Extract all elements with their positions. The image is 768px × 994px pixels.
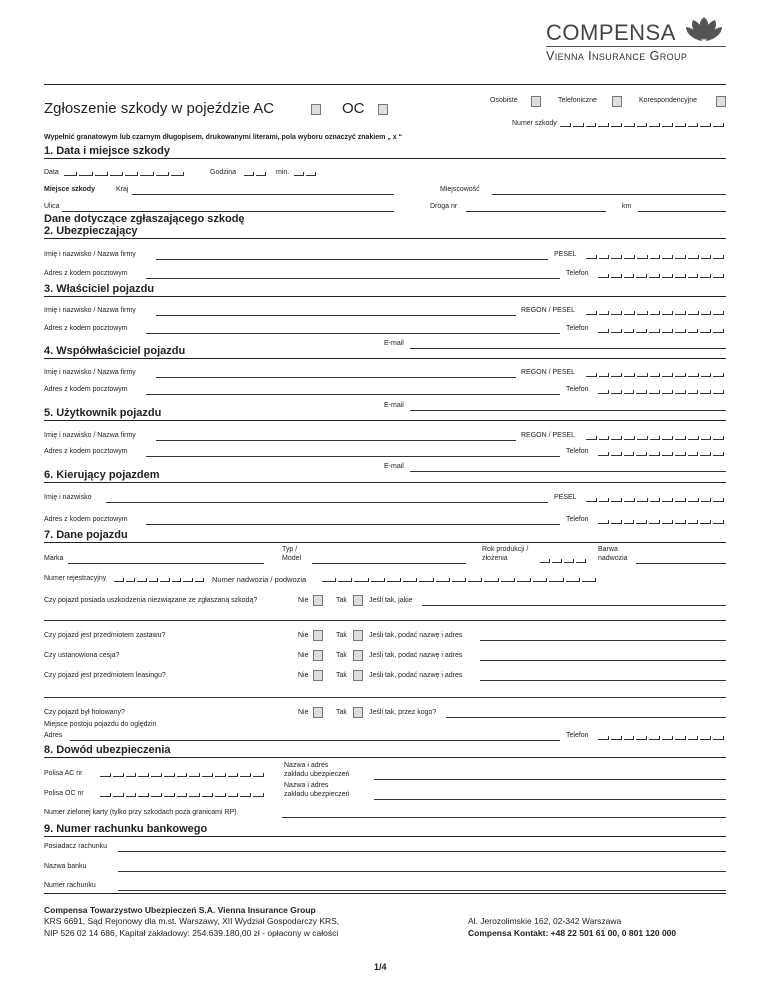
form-title: Zgłoszenie szkody w pojeździe AC — [44, 100, 275, 117]
q1-yes-checkbox[interactable] — [353, 595, 363, 606]
s5-phone-label: Telefon — [566, 448, 589, 455]
km-label: km — [622, 203, 632, 210]
s6-pesel-field[interactable] — [586, 498, 726, 502]
s4-name-field[interactable] — [156, 377, 516, 378]
road-label: Droga nr — [430, 203, 458, 210]
s6-pesel-label: PESEL — [554, 494, 577, 501]
color-label-b: nadwozia — [598, 555, 628, 562]
brand-logo — [546, 16, 726, 68]
contact-osobiste-checkbox[interactable] — [531, 96, 541, 107]
q1-follow-field-2[interactable] — [44, 620, 726, 621]
minute-label: min. — [276, 169, 290, 176]
registration-label: Numer rejestracyjny — [44, 575, 107, 582]
q5-yes-checkbox[interactable] — [353, 707, 363, 718]
s5-name-label: Imię i nazwisko / Nazwa firmy — [44, 432, 136, 439]
q1-follow-label: Jeśli tak, jakie — [369, 597, 413, 604]
section-7-heading: 7. Dane pojazdu — [44, 529, 128, 541]
s6-phone-field[interactable] — [598, 520, 726, 524]
parking-phone-label: Telefon — [566, 732, 589, 739]
year-field[interactable] — [540, 559, 588, 563]
account-holder-label: Posiadacz rachunku — [44, 843, 108, 850]
claim-number-label: Numer szkody — [512, 120, 557, 127]
account-number-field[interactable] — [118, 890, 726, 891]
registration-field[interactable] — [114, 578, 206, 582]
s4-name-label: Imię i nazwisko / Nazwa firmy — [44, 369, 136, 376]
footer-nip: NIP 526 02 14 686, Kapitał zakładowy: 254.639.180,00 zł - opłacony w całości — [44, 928, 339, 938]
footer-krs: KRS 6691, Sąd Rejonowy dla m.st. Warszawy, XII Wydział Gospodarczy KRS, — [44, 916, 340, 926]
q1-no-label: Nie — [298, 597, 309, 604]
brand-tagline: Vienna Insurance Group — [546, 49, 688, 63]
reporter-heading: Dane dotyczące zgłaszającego szkodę — [44, 213, 245, 225]
s4-address-label: Adres z kodem pocztowym — [44, 386, 128, 393]
parking-label: Miejsce postoju pojazdu do oględzin — [44, 721, 157, 728]
policy-ac-field[interactable] — [100, 773, 266, 777]
street-field[interactable] — [62, 211, 394, 212]
s6-address-field[interactable] — [146, 524, 560, 525]
q4-label: Czy pojazd jest przedmiotem leasingu? — [44, 672, 166, 679]
insurer-oc-label-a: Nazwa i adres — [284, 782, 329, 789]
color-label-a: Barwa — [598, 546, 618, 553]
street-label: Ulica — [44, 203, 60, 210]
s5-email-field[interactable] — [410, 471, 726, 472]
section-6-heading: 6. Kierujący pojazdem — [44, 469, 160, 481]
footer-address: Al. Jerozolimskie 162, 02-342 Warszawa — [468, 916, 622, 926]
s3-email-label: E-mail — [384, 340, 404, 347]
place-label: Miejsce szkody — [44, 186, 95, 193]
s2-name-label: Imię i nazwisko / Nazwa firmy — [44, 251, 136, 258]
s5-name-field[interactable] — [156, 440, 516, 441]
contact-korespondencyjne-checkbox[interactable] — [716, 96, 726, 107]
s2-phone-label: Telefon — [566, 270, 589, 277]
green-card-field[interactable] — [282, 817, 726, 818]
s3-email-field[interactable] — [410, 348, 726, 349]
parking-address-field[interactable] — [70, 740, 560, 741]
insurer-oc-label-b: zakładu ubezpieczeń — [284, 791, 350, 798]
date-label: Data — [44, 169, 59, 176]
year-label-b: złożenia — [482, 555, 508, 562]
s6-name-label: Imię i nazwisko — [44, 494, 92, 501]
s6-address-label: Adres z kodem pocztowym — [44, 516, 128, 523]
q2-yes-checkbox[interactable] — [353, 630, 363, 641]
s5-address-label: Adres z kodem pocztowym — [44, 448, 128, 455]
s3-phone-label: Telefon — [566, 325, 589, 332]
insurer-ac-label-a: Nazwa i adres — [284, 762, 329, 769]
section-4-heading: 4. Współwłaściciel pojazdu — [44, 345, 186, 357]
s2-pesel-field[interactable] — [586, 255, 726, 259]
q4-follow-field-2[interactable] — [44, 697, 726, 698]
s2-pesel-label: PESEL — [554, 251, 577, 258]
s4-regon-field[interactable] — [586, 373, 726, 377]
s5-regon-field[interactable] — [586, 436, 726, 440]
bank-name-field[interactable] — [118, 871, 726, 872]
policy-oc-label: Polisa OC nr — [44, 790, 84, 797]
parking-phone-field[interactable] — [598, 736, 726, 740]
q2-follow-label: Jeśli tak, podać nazwę i adres — [369, 632, 463, 639]
s6-phone-label: Telefon — [566, 516, 589, 523]
q5-follow-field[interactable] — [446, 717, 726, 718]
make-field[interactable] — [68, 563, 264, 564]
model-label-b: Model — [282, 555, 302, 562]
q3-yes-checkbox[interactable] — [353, 650, 363, 661]
insurer-ac-label-b: zakładu ubezpieczeń — [284, 771, 350, 778]
country-field[interactable] — [132, 194, 394, 195]
s5-regon-label: REGON / PESEL — [521, 432, 576, 439]
vin-field[interactable] — [322, 578, 598, 582]
q3-yes-label: Tak — [336, 652, 347, 659]
road-field[interactable] — [466, 211, 606, 212]
date-field[interactable] — [64, 172, 186, 176]
section-1-heading: 1. Data i miejsce szkody — [44, 145, 170, 157]
contact-telefoniczne-label: Telefoniczne — [558, 97, 597, 104]
q5-no-checkbox[interactable] — [313, 707, 323, 718]
s4-phone-field[interactable] — [598, 390, 726, 394]
q1-yes-label: Tak — [336, 597, 347, 604]
section-3-heading: 3. Właściciel pojazdu — [44, 283, 155, 295]
parking-address-label: Adres — [44, 732, 63, 739]
s2-phone-field[interactable] — [598, 274, 726, 278]
hour-label: Godzina — [210, 169, 237, 176]
q5-no-label: Nie — [298, 709, 309, 716]
s3-phone-field[interactable] — [598, 329, 726, 333]
hour-field[interactable] — [244, 172, 268, 176]
year-label-a: Rok produkcji / — [482, 546, 529, 553]
s5-email-label: E-mail — [384, 463, 404, 470]
contact-osobiste-label: Osobiste — [490, 97, 518, 104]
country-label: Kraj — [116, 186, 129, 193]
contact-telefoniczne-checkbox[interactable] — [612, 96, 622, 107]
s6-name-field[interactable] — [106, 502, 548, 503]
policy-ac-label: Polisa AC nr — [44, 770, 83, 777]
s3-regon-field[interactable] — [586, 311, 726, 315]
s4-phone-label: Telefon — [566, 386, 589, 393]
s3-name-label: Imię i nazwisko / Nazwa firmy — [44, 307, 136, 314]
page-number: 1/4 — [374, 962, 387, 972]
q2-label: Czy pojazd jest przedmiotem zastawu? — [44, 632, 166, 639]
s2-name-field[interactable] — [156, 259, 548, 260]
q2-follow-field[interactable] — [480, 640, 726, 641]
s5-phone-field[interactable] — [598, 452, 726, 456]
km-field[interactable] — [638, 211, 726, 212]
s2-address-field[interactable] — [146, 278, 560, 279]
section-2-heading: 2. Ubezpieczający — [44, 225, 138, 237]
minute-field[interactable] — [294, 172, 318, 176]
q5-label: Czy pojazd był holowany? — [44, 709, 125, 716]
footer-company: Compensa Towarzystwo Ubezpieczeń S.A. Vienna Insurance Group — [44, 905, 316, 915]
q3-follow-field[interactable] — [480, 660, 726, 661]
q1-no-checkbox[interactable] — [313, 595, 323, 606]
s3-name-field[interactable] — [156, 315, 516, 316]
make-label: Marka — [44, 555, 64, 562]
policy-oc-field[interactable] — [100, 793, 266, 797]
q3-no-checkbox[interactable] — [313, 650, 323, 661]
section-5-heading: 5. Użytkownik pojazdu — [44, 407, 162, 419]
q2-no-label: Nie — [298, 632, 309, 639]
q1-label: Czy pojazd posiada uszkodzenia niezwiązane ze zgłaszaną szkodą? — [44, 597, 258, 604]
s2-address-label: Adres z kodem pocztowym — [44, 270, 128, 277]
brand-name: COMPENSA — [546, 20, 676, 45]
section-9-heading: 9. Numer rachunku bankowego — [44, 823, 208, 835]
q4-yes-checkbox[interactable] — [353, 670, 363, 681]
q2-no-checkbox[interactable] — [313, 630, 323, 641]
q3-follow-label: Jeśli tak, podać nazwę i adres — [369, 652, 463, 659]
q4-follow-label: Jeśli tak, podać nazwę i adres — [369, 672, 463, 679]
s4-email-field[interactable] — [410, 410, 726, 411]
oc-checkbox[interactable] — [378, 104, 388, 115]
s4-address-field[interactable] — [146, 394, 560, 395]
account-holder-field[interactable] — [118, 851, 726, 852]
account-number-label: Numer rachunku — [44, 882, 96, 889]
q3-no-label: Nie — [298, 652, 309, 659]
s3-address-field[interactable] — [146, 333, 560, 334]
q5-follow-label: Jeśli tak, przez kogo? — [369, 709, 437, 716]
claim-number-field[interactable] — [560, 123, 726, 127]
q4-yes-label: Tak — [336, 672, 347, 679]
model-field[interactable] — [312, 563, 466, 564]
q5-yes-label: Tak — [336, 709, 347, 716]
q3-label: Czy ustanowiona cesja? — [44, 652, 120, 659]
section-8-heading: 8. Dowód ubezpieczenia — [44, 744, 171, 756]
oc-title: OC — [342, 100, 365, 117]
city-label: Miejscowość — [440, 186, 480, 193]
color-field[interactable] — [636, 563, 726, 564]
s4-regon-label: REGON / PESEL — [521, 369, 576, 376]
green-card-label: Numer zielonej karty (tylko przy szkodach poza granicami RP) — [44, 809, 237, 816]
footer-contact: Compensa Kontakt: +48 22 501 61 00, 0 801 120 000 — [468, 928, 677, 938]
q4-no-checkbox[interactable] — [313, 670, 323, 681]
city-field[interactable] — [492, 194, 726, 195]
insurer-ac-field[interactable] — [374, 779, 726, 780]
bank-name-label: Nazwa banku — [44, 863, 87, 870]
q4-follow-field[interactable] — [480, 680, 726, 681]
q4-no-label: Nie — [298, 672, 309, 679]
model-label-a: Typ / — [282, 546, 298, 553]
compensa-flower-icon — [684, 16, 724, 42]
contact-korespondencyjne-label: Korespondencyjne — [639, 97, 697, 104]
s5-address-field[interactable] — [146, 456, 560, 457]
s3-regon-label: REGON / PESEL — [521, 307, 576, 314]
ac-checkbox[interactable] — [311, 104, 321, 115]
instruction-text: Wypełnić granatowym lub czarnym długopisem, drukowanymi literami, pola wyboru oznaczyć znakiem „ x “ — [44, 134, 403, 141]
s3-address-label: Adres z kodem pocztowym — [44, 325, 128, 332]
vin-label: Numer nadwozia / podwozia — [212, 575, 307, 584]
s4-email-label: E-mail — [384, 402, 404, 409]
q2-yes-label: Tak — [336, 632, 347, 639]
insurer-oc-field[interactable] — [374, 799, 726, 800]
q1-follow-field[interactable] — [422, 605, 726, 606]
